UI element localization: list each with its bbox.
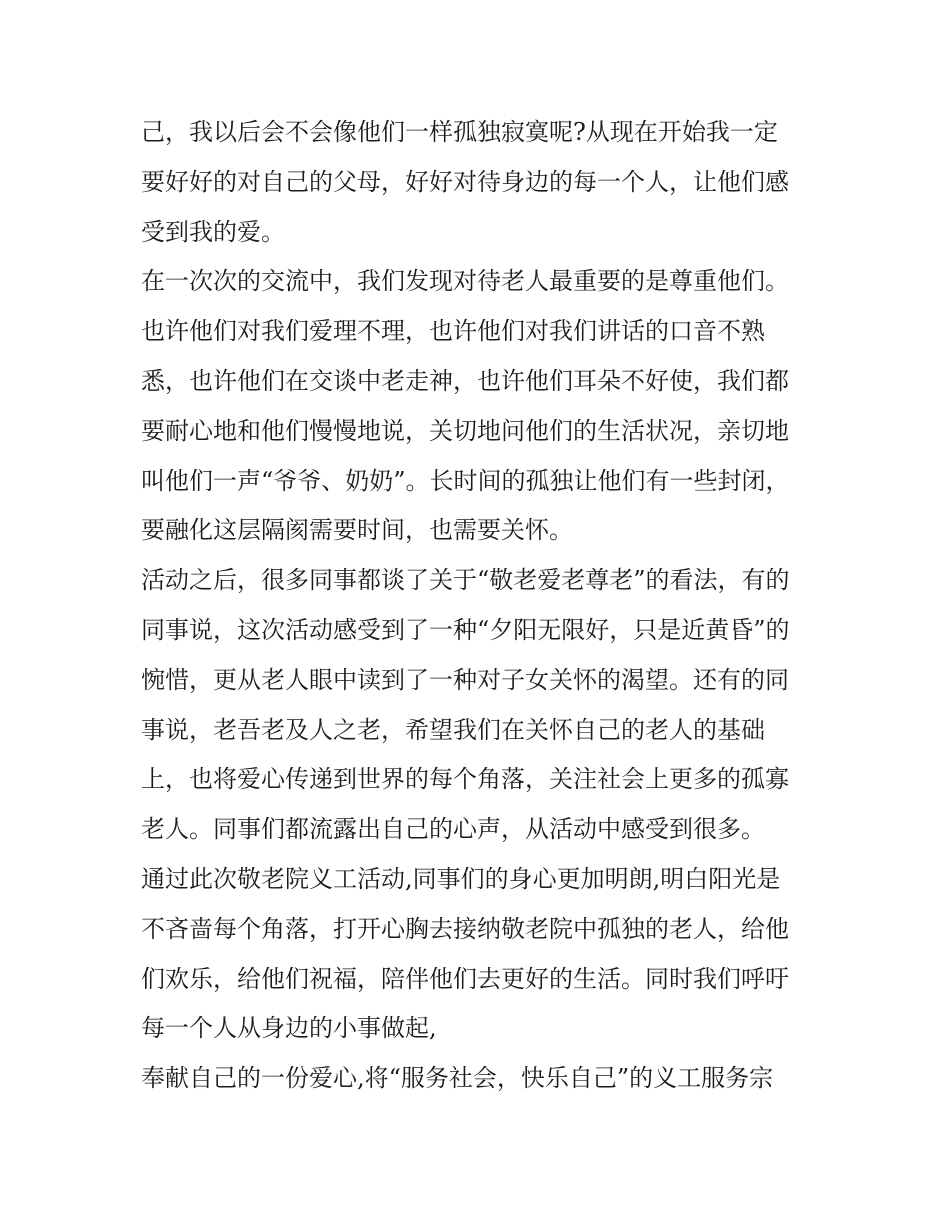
text-line: 悉，也许他们在交谈中老走神，也许他们耳朵不好使，我们都 (141, 366, 789, 395)
text-line: 同事说，这次活动感受到了一种“夕阳无限好，只是近黄昏”的 (141, 615, 790, 644)
text-line: 事说，老吾老及人之老，希望我们在关怀自己的老人的基础 (141, 715, 765, 744)
text-line: 也许他们对我们爱理不理，也许他们对我们讲话的口音不熟 (141, 317, 765, 346)
text-line: 们欢乐，给他们祝福，陪伴他们去更好的生活。同时我们呼吁 (141, 964, 789, 993)
text-line: 通过此次敬老院义工活动,同事们的身心更加明朗,明白阳光是 (141, 864, 781, 893)
text-line: 上，也将爱心传递到世界的每个角落，关注社会上更多的孤寡 (141, 765, 789, 794)
text-line: 活动之后，很多同事都谈了关于“敬老爱老尊老”的看法，有的 (141, 566, 790, 595)
text-line: 不吝啬每个角落，打开心胸去接纳敬老院中孤独的老人，给他 (141, 914, 789, 943)
text-line: 要好好的对自己的父母，好好对待身边的每一个人，让他们感 (141, 167, 789, 196)
text-line: 己，我以后会不会像他们一样孤独寂寞呢?从现在开始我一定 (141, 118, 778, 146)
text-line: 叫他们一声“爷爷、奶奶”。长时间的孤独让他们有一些封闭， (141, 466, 790, 495)
text-line: 奉献自己的一份爱心,将“服务社会，快乐自己”的义工服务宗 (141, 1064, 774, 1093)
text-line: 要融化这层隔阂需要时间，也需要关怀。 (141, 516, 573, 545)
text-line: 惋惜，更从老人眼中读到了一种对子女关怀的渴望。还有的同 (141, 665, 789, 694)
document-body (141, 108, 821, 1104)
text-line: 老人。同事们都流露出自己的心声，从活动中感受到很多。 (141, 815, 765, 844)
text-line: 在一次次的交流中，我们发现对待老人最重要的是尊重他们。 (141, 267, 789, 296)
text-line: 每一个人从身边的小事做起, (141, 1014, 437, 1043)
text-line: 要耐心地和他们慢慢地说，关切地问他们的生活状况，亲切地 (141, 416, 789, 445)
text-line: 受到我的爱。 (141, 217, 285, 246)
